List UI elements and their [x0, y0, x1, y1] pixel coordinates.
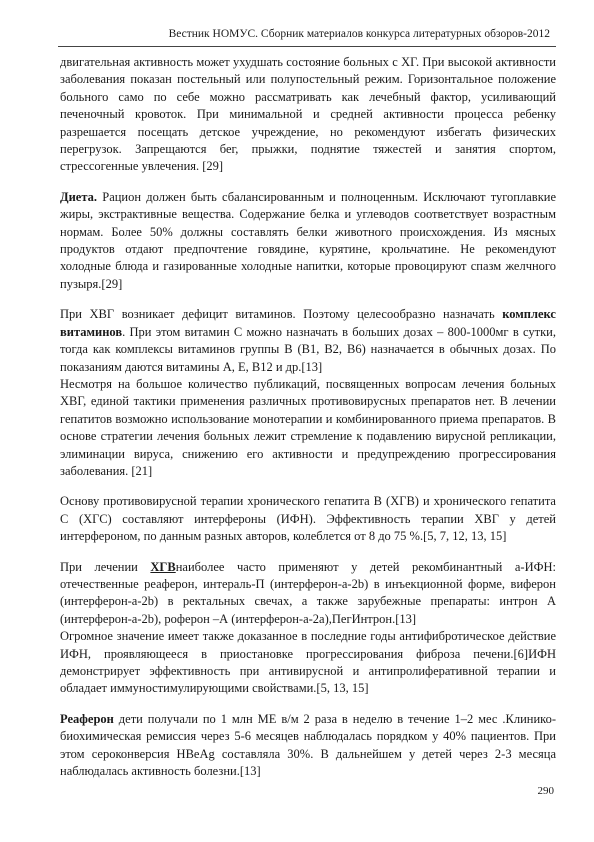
paragraph-activity-regime	[60, 54, 556, 176]
paragraph-text: двигательная активность может ухудшать состояние больных с ХГ. При высокой активности заболевания показан постельный или полупостельный режим. Горизонтальное положение больного само по себе можно рассматривать как лечебный фактор, усиливающий печеночный кровоток. При минимальной и средней активности процесса ребенку разрешается посещать детское учреждение, но рекомендуют избегать физических перегрузок. Запрещаются бег, прыжки, поднятие тяжестей и занятия спортом, стрессогенные увлечения. [29]	[60, 55, 556, 174]
paragraph-reaferon	[60, 711, 556, 781]
paragraph-hgv-treatment	[60, 559, 556, 698]
paragraph-text: Основу противовирусной терапии хронического гепатита В (ХГВ) и хронического гепатита С (ХГС) составляют интерфероны (ИФН). Эффективность терапии ХВГ у детей интерфероном, по данным разных авторов, колеблется от 8 до 75 %.[5, 7, 12, 13, 15]	[60, 494, 556, 544]
running-header: Вестник НОМУС. Сборник материалов конкурса литературных обзоров-2012	[168, 28, 550, 40]
paragraph-text: Рацион должен быть сбалансированным и полноценным. Исключают тугоплавкие жиры, экстрактивные вещества. Содержание белка и углеводов соответствует возрастным нормам. Более 50% должны составлять белки животного происхождения. Из мясных продуктов отдают предпочтение говядине, курятине, крольчатине. Не рекомендуют холодные блюда и газированные холодные напитки, которые провоцируют спазм желчного пузыря.[29]	[60, 189, 556, 291]
header-rule	[58, 46, 556, 47]
diet-heading: Диета.	[60, 189, 98, 204]
reaferon-term: Реаферон	[60, 711, 114, 726]
paragraph-text: дети получали по 1 млн МЕ в/м 2 раза в неделю в течение 1–2 мес .Клинико-биохимическая ремиссия через 5-6 месяцев наблюдалась порядком у 40% пациентов. При этом сероконверсия HBeAg составляла 30%. В дальнейшем у детей через 2-3 месяца наблюдалась активность болезни.[13]	[60, 711, 556, 779]
hgv-term: ХГВ	[150, 559, 176, 574]
paragraph-interferon-basis	[60, 493, 556, 545]
paragraph-antifibrotic: Огромное значение имеет также доказанное в последние годы антифибротическое действие ИФН, проявляющееся в приостановке прогрессирования фиброза печени.[6]ИФН демонстрирует эффективность при антивирусной и антипролиферативной терапии и обладает иммуностимулирующими свойствами.[5, 13, 15]	[60, 629, 556, 696]
vitamins-term: комплекс витаминов	[60, 307, 556, 339]
paragraph-vitamins	[60, 306, 556, 480]
paragraph-text: При лечении	[60, 559, 151, 574]
paragraph-text: При ХВГ возникает дефицит витаминов. Поэтому целесообразно назначать	[60, 307, 503, 322]
paragraph-diet	[60, 189, 556, 293]
paragraph-antiviral-tactics: Несмотря на большое количество публикаций, посвященных вопросам лечения больных ХВГ, единой тактики применения различных противовирусных препаратов нет. В лечении гепатитов возможно использование монотерапии и комбинированного приема препаратов. В основе стратегии лечения больных лежит стремление к подавлению вирусной репликации, элиминации вируса, снижению его активности и предупреждению прогрессирования заболевания. [21]	[60, 376, 556, 478]
article-body	[60, 54, 556, 780]
page-number: 290	[537, 785, 554, 797]
paragraph-text: наиболее часто применяют у детей рекомбинантный а-ИФН: отечественные реаферон, интераль-П (интерферон-a-2b) в инъекционной форме, виферон (интерферон-a-2b) в ректальных свечах, а также зарубежные препараты: интрон А (интерферон-a-2b), роферон –А (интерферон-a-2a),ПегИнтрон.[13]	[60, 559, 556, 626]
paragraph-text: . При этом витамин С можно назначать в больших дозах – 800-1000мг в сутки, тогда как комплексы витаминов группы В (В1, В2, В6) назначается в обычных дозах. По показаниям даются витамины А, Е, В12 и др.[13]	[60, 324, 556, 374]
